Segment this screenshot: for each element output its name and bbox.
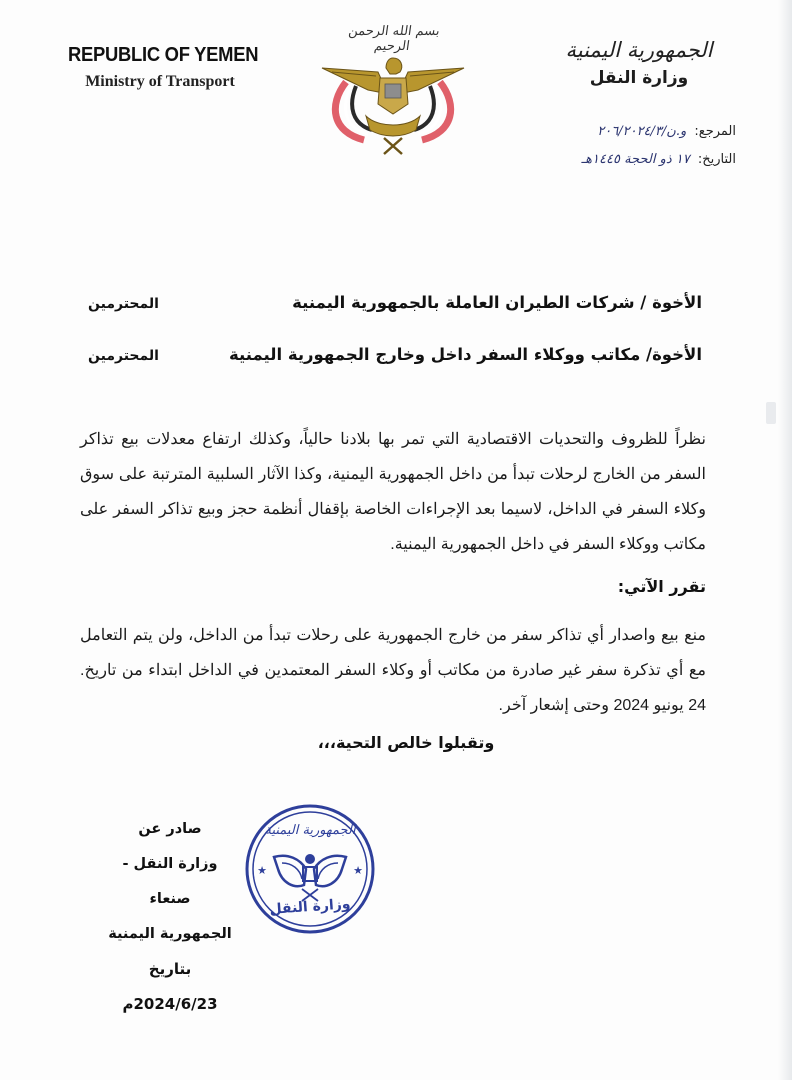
honorific: المحترمين — [88, 296, 159, 312]
issuer-country: الجمهورية اليمنية — [108, 926, 232, 942]
signature-block — [100, 812, 240, 1022]
body-paragraph-2: منع بيع واصدار أي تذاكر سفر من خارج الجمهورية على رحلات تبدأ من الداخل، ولن يتم التعامل مع أي تذكرة سفر غير صادرة من مكاتب أو وكلاء السفر المعتمدين في الداخل ابتداء من تاريخ. 24 يونيو 2024 وحتى إشعار آخر. — [80, 627, 706, 714]
basmala-calligraphy: بسم الله الرحمن الرحيم — [347, 24, 441, 54]
addressee-line — [88, 345, 702, 364]
addressee-text: الأخوة/ مكاتب ووكلاء السفر داخل وخارج الجمهورية اليمنية — [228, 345, 702, 364]
stamp-top-text: الجمهورية اليمنية — [264, 823, 356, 838]
body-paragraph-1: نظراً للظروف والتحديات الاقتصادية التي تمر بها بلادنا حالياً، وكذلك ارتفاع معدلات بيع تذاكر السفر من الخارج لرحلات تبدأ من داخل الجمهورية اليمنية، وكذا الآثار السلبية المترتبة على سوق وكلاء السفر في الداخل، لاسيما بعد الإجراءات الخاصة بإقفال أنظمة حجز وبيع تذاكر السفر على مكاتب ووكلاء السفر في داخل الجمهورية اليمنية. — [80, 431, 707, 553]
svg-text:★: ★ — [257, 864, 267, 877]
hijri-date-value: ١٧ ذو الحجة ١٤٤٥هـ — [581, 152, 690, 167]
scan-artifact — [766, 402, 776, 424]
closing-greeting: وتقبلوا خالص التحية،،، — [317, 733, 495, 752]
english-letterhead — [60, 44, 260, 91]
reference-label: المرجع: — [694, 124, 736, 139]
ministry-name-en: Ministry of Transport — [85, 73, 235, 90]
official-stamp — [244, 803, 376, 935]
decision-heading: تقرر الآتي: — [617, 577, 706, 596]
issuer-ministry: وزارة النقل - صنعاء — [122, 856, 218, 907]
date-row — [581, 146, 736, 174]
issued-by-label: صادر عن — [138, 821, 202, 837]
addressee-text: الأخوة / شركات الطيران العاملة بالجمهورية اليمنية — [292, 293, 702, 312]
addressee-line — [88, 293, 702, 312]
letter-meta — [581, 118, 736, 174]
page-edge-shadow — [778, 0, 792, 1080]
stamp-bottom-text: وزارة النقل — [268, 896, 352, 918]
issue-date: بتاريخ 2024/6/23م — [122, 960, 218, 1013]
country-name-en: REPUBLIC OF YEMEN — [68, 44, 259, 66]
reference-value: و.ن/٢٠٦/٢٠٢٤/٣ — [597, 124, 687, 139]
arabic-letterhead — [534, 38, 744, 88]
reference-row — [581, 118, 736, 146]
national-emblem — [318, 20, 468, 160]
ministry-name-ar: وزارة النقل — [589, 68, 689, 88]
date-label: التاريخ: — [697, 152, 736, 167]
svg-text:★: ★ — [353, 864, 363, 877]
country-name-ar: الجمهورية اليمنية — [565, 38, 713, 62]
honorific: المحترمين — [88, 348, 159, 364]
